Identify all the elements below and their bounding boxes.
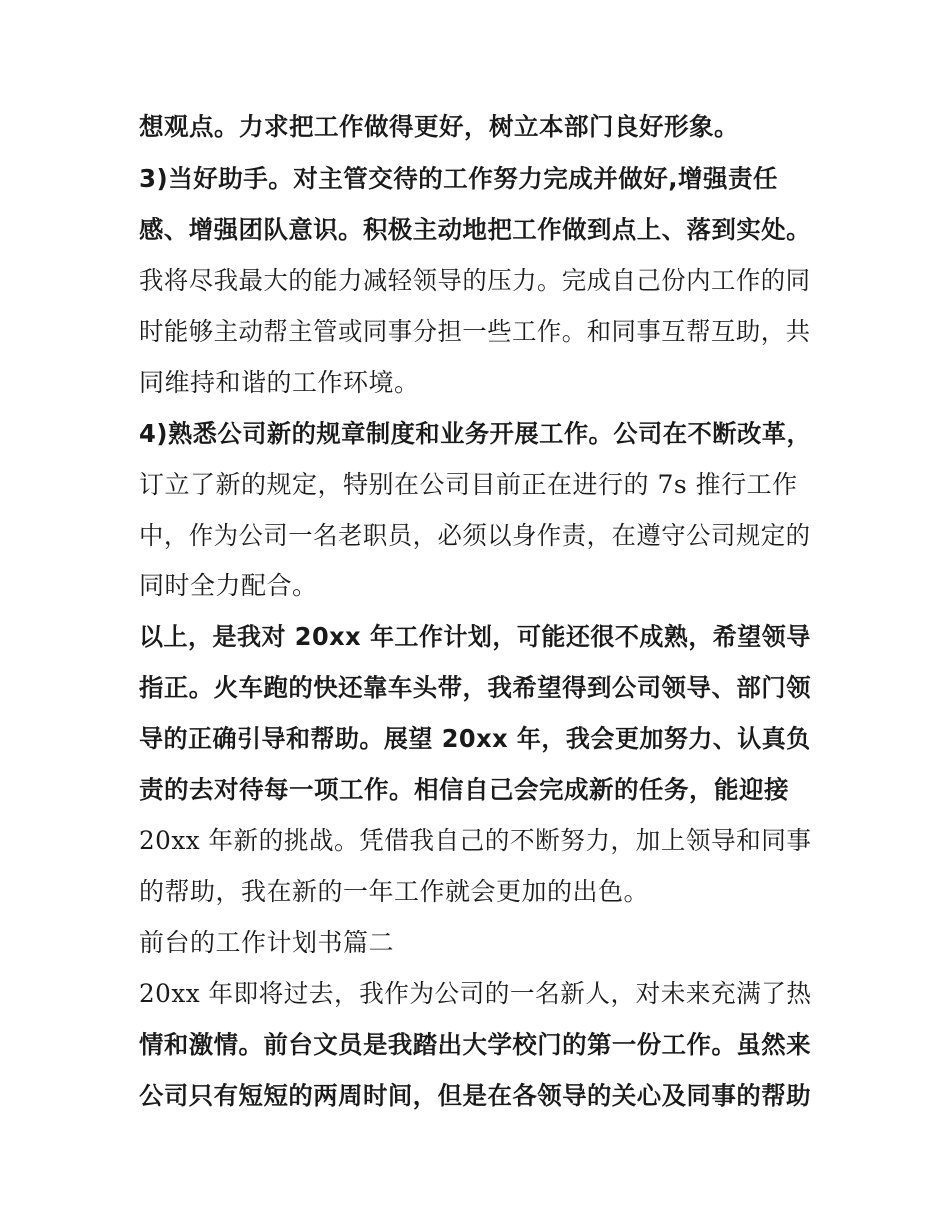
text-line: 20xx 年新的挑战。凭借我自己的不断努力，加上领导和同事 (139, 826, 812, 855)
text-line: 以上，是我对 20xx 年工作计划，可能还很不成熟，希望领导 (139, 622, 811, 651)
text-line: 订立了新的规定，特别在公司目前正在进行的 7s 推行工作 (139, 470, 798, 499)
text-line: 感、增强团队意识。积极主动地把工作做到点上、落到实处。 (139, 215, 811, 244)
text-line: 想观点。力求把工作做得更好，树立本部门良好形象。 (139, 112, 739, 141)
text-line: 指正。火车跑的快还靠车头带，我希望得到公司领导、部门领 (139, 673, 811, 702)
text-line: 中，作为公司一名老职员，必须以身作责，在遵守公司规定的 (139, 521, 811, 550)
section-heading: 前台的工作计划书篇二 (139, 928, 395, 957)
text-line: 同维持和谐的工作环境。 (139, 368, 420, 397)
text-line: 导的正确引导和帮助。展望 20xx 年，我会更加努力、认真负 (139, 724, 811, 753)
text-line: 情和激情。前台文员是我踏出大学校门的第一份工作。虽然来 (139, 1030, 811, 1059)
text-line: 我将尽我最大的能力减轻领导的压力。完成自己份内工作的同 (139, 266, 811, 295)
text-line: 同时全力配合。 (139, 571, 318, 600)
text-line: 3)当好助手。对主管交待的工作努力完成并做好,增强责任 (139, 164, 779, 193)
text-line: 4)熟悉公司新的规章制度和业务开展工作。公司在不断改革， (139, 419, 812, 448)
text-line: 时能够主动帮主管或同事分担一些工作。和同事互帮互助，共 (139, 317, 811, 346)
text-line: 20xx 年即将过去，我作为公司的一名新人，对未来充满了热 (139, 979, 812, 1008)
text-line: 责的去对待每一项工作。相信自己会完成新的任务，能迎接 (139, 775, 789, 804)
text-line: 的帮助，我在新的一年工作就会更加的出色。 (139, 877, 650, 906)
text-line: 公司只有短短的两周时间，但是在各领导的关心及同事的帮助 (139, 1081, 811, 1110)
